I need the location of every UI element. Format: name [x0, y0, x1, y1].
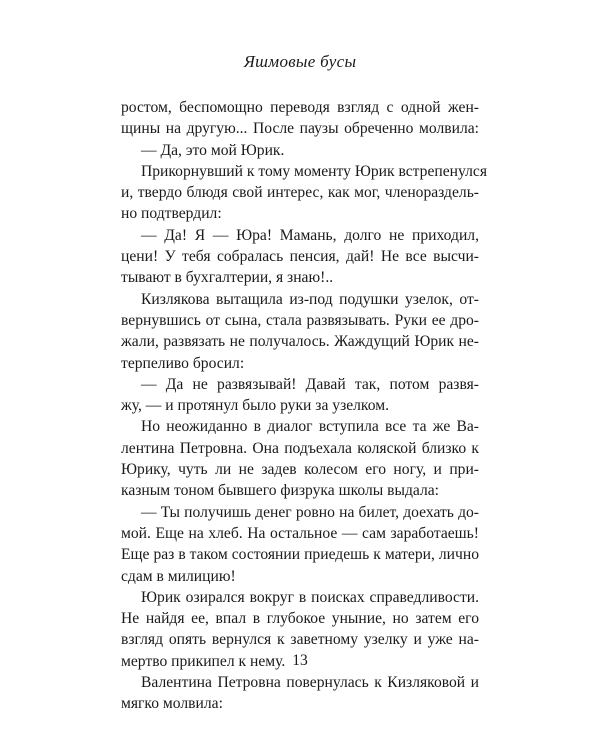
- text-line: мягко молвила:: [121, 695, 223, 713]
- text-line: Не найдя ее, впал в глубокое уныние, но затем его: [121, 610, 479, 628]
- text-line: — Да, это мой Юрик.: [141, 141, 285, 159]
- text-line: цени! У тебя собралась пенсия, дай! Не все высчи-: [121, 248, 479, 266]
- text-line: ростом, беспомощно переводя взгляд с одной жен-: [121, 99, 479, 116]
- text-line: жу, — и протянул было руки за узелком.: [121, 397, 389, 415]
- running-title: Яшмовые бусы: [243, 52, 357, 71]
- text-line: мертво прикипел к нему.: [121, 652, 286, 670]
- body-text: [121, 97, 487, 715]
- text-line: мой. Еще на хлеб. На остальное — сам заработаешь!: [121, 524, 479, 542]
- text-line: взгляд опять вернулся к заветному узелку и уже на-: [121, 631, 479, 649]
- text-line: — Да не развязывай! Давай так, потом развя-: [141, 375, 479, 393]
- text-line: Валентина Петровна повернулась к Кизляковой и: [141, 674, 479, 692]
- text-line: Юрику, чуть ли не задев колесом его ногу, и при-: [121, 461, 479, 479]
- text-line: жали, развязать не получалось. Жаждущий Юрик не-: [121, 333, 479, 351]
- text-line: Но неожиданно в диалог вступила все та же Ва-: [141, 418, 479, 436]
- text-line: Кизлякова вытащила из-под подушки узелок, от-: [141, 290, 479, 308]
- text-line: щины на другую... После паузы обреченно молвила:: [121, 120, 479, 138]
- text-line: лентина Петровна. Она подъехала коляской близко к: [121, 439, 479, 457]
- text-line: сдам в милицию!: [121, 567, 236, 585]
- text-line: терпеливо бросил:: [121, 354, 245, 372]
- text-line: — Ты получишь денег ровно на билет, доехать до-: [141, 503, 479, 521]
- page-number: 13: [292, 652, 308, 669]
- text-line: но подтвердил:: [121, 205, 222, 223]
- text-line: и, твердо блюдя свой интерес, как мог, членораздель-: [121, 184, 479, 202]
- text-line: казным тоном бывшего физрука школы выдала:: [121, 482, 439, 500]
- text-line: Еще раз в таком состоянии приедешь к матери, лично: [121, 546, 479, 564]
- text-line: тывают в бухгалтерии, я знаю!..: [121, 269, 334, 287]
- text-line: вернувшись от сына, стала развязывать. Руки ее дро-: [121, 311, 479, 329]
- text-line: Юрик озирался вокруг в поисках справедливости.: [141, 588, 479, 606]
- text-line: Прикорнувший к тому моменту Юрик встрепенулся: [141, 162, 487, 180]
- text-line: — Да! Я — Юра! Мамань, долго не приходил,: [141, 226, 479, 244]
